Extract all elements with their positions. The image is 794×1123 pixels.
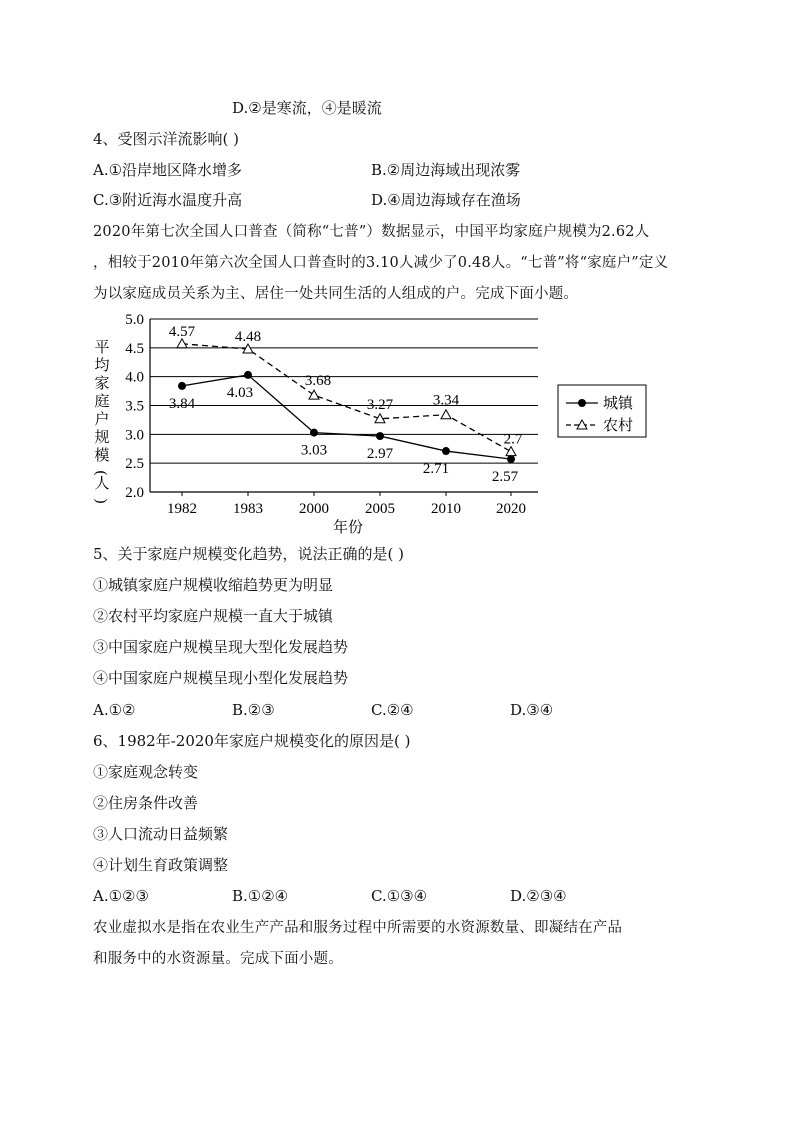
material-paragraph-line-1: 2020年第七次全国人口普查（简称“七普”）数据显示，中国平均家庭户规模为2.62人 [93,224,650,240]
legend-marker [578,399,586,407]
question-5-statement-3: ③中国家庭户规模呈现大型化发展趋势 [93,638,349,656]
question-5-option-d: D.③④ [510,701,554,719]
data-label: 2.57 [491,469,519,486]
data-label: 2.7 [503,431,523,448]
question-4-stem: 4、受图示洋流影响( ) [93,130,240,148]
x-tick-label: 2005 [365,501,395,517]
data-label: 3.27 [366,396,394,413]
question-6-option-a: A.①②③ [93,887,149,905]
household-size-line-chart [0,300,794,545]
legend-label: 城镇 [603,396,634,412]
data-label: 2.97 [366,446,394,463]
x-tick-label: 1982 [167,501,197,517]
y-axis-label [93,339,110,504]
y-tick-label: 3.0 [125,427,144,444]
data-label: 3.03 [300,442,328,459]
x-axis-label: 年份 [332,520,364,536]
x-tick-label: 1983 [233,501,263,517]
svg-text:(: ( [93,470,109,476]
data-point [376,432,384,440]
question-6-option-c: C.①③④ [371,887,428,905]
y-tick-label: 2.5 [125,456,144,473]
y-tick-label: 4.0 [125,369,144,386]
material-paragraph-line-2: ，相较于2010年第六次全国人口普查时的3.10人减少了0.48人。“七普”将“家庭户”定义 [93,255,669,271]
previous-question-option-d: D.②是寒流，④是暖流 [232,99,382,117]
material-paragraph-line-3: 为以家庭成员关系为主、居住一处共同生活的人组成的户。完成下面小题。 [93,286,579,302]
data-point [507,455,515,463]
question-5-option-b: B.②③ [232,701,275,719]
x-tick-label: 2000 [299,501,329,517]
data-label: 3.34 [432,392,460,409]
data-label: 4.48 [234,328,262,345]
legend-label: 农村 [603,418,634,434]
question-5-statement-4: ④中国家庭户规模呈现小型化发展趋势 [93,669,349,687]
material-paragraph-2-line-1: 农业虚拟水是指在农业生产产品和服务过程中所需要的水资源数量、即凝结在产品 [93,920,623,936]
y-tick-label: 3.5 [125,398,144,415]
data-point [244,371,252,379]
data-label: 3.84 [168,395,196,412]
question-4-option-a: A.①沿岸地区降水增多 [93,161,243,179]
y-tick-label: 2.0 [125,485,144,501]
question-5-statement-1: ①城镇家庭户规模收缩趋势更为明显 [93,576,334,594]
data-label: 4.57 [168,323,196,340]
question-5-statement-2: ②农村平均家庭户规模一直大于城镇 [93,607,334,625]
x-tick-label: 2010 [431,501,461,517]
svg-text:庭: 庭 [94,394,110,410]
question-6-statement-3: ③人口流动日益频繁 [93,825,229,843]
svg-text:平: 平 [94,340,110,356]
svg-text:家: 家 [94,376,110,392]
data-point [309,390,319,399]
data-label: 3.68 [304,373,332,390]
material-paragraph-2-line-2: 和服务中的水资源量。完成下面小题。 [93,951,343,967]
svg-text:): ) [93,498,109,504]
data-label: 4.03 [226,384,254,401]
question-5-stem: 5、关于家庭户规模变化趋势，说法正确的是( ) [93,545,405,563]
data-point [178,382,186,390]
x-tick-label: 2020 [496,501,526,517]
question-6-stem: 6、1982年-2020年家庭户规模变化的原因是( ) [93,732,411,750]
y-tick-label: 5.0 [125,312,144,328]
data-point [177,339,187,348]
question-4-option-b: B.②周边海域出现浓雾 [371,161,521,179]
question-4-option-c: C.③附近海水温度升高 [93,191,243,209]
question-6-statement-2: ②住房条件改善 [93,794,199,812]
question-6-option-d: D.②③④ [510,887,567,905]
svg-text:模: 模 [94,448,110,464]
svg-text:户: 户 [94,412,110,428]
data-point [506,447,516,456]
data-point [442,447,450,455]
question-6-statement-4: ④计划生育政策调整 [93,856,229,874]
question-6-statement-1: ①家庭观念转变 [93,763,199,781]
data-label: 2.71 [422,461,450,478]
data-point [310,429,318,437]
y-tick-label: 4.5 [125,340,144,357]
question-5-option-c: C.②④ [371,701,414,719]
svg-text:均: 均 [94,358,110,374]
data-point [441,410,451,419]
svg-text:人: 人 [94,476,110,492]
svg-text:规: 规 [94,430,110,446]
question-5-option-a: A.①② [93,701,136,719]
question-4-option-d: D.④周边海域存在渔场 [371,191,521,209]
question-6-option-b: B.①②④ [232,887,289,905]
